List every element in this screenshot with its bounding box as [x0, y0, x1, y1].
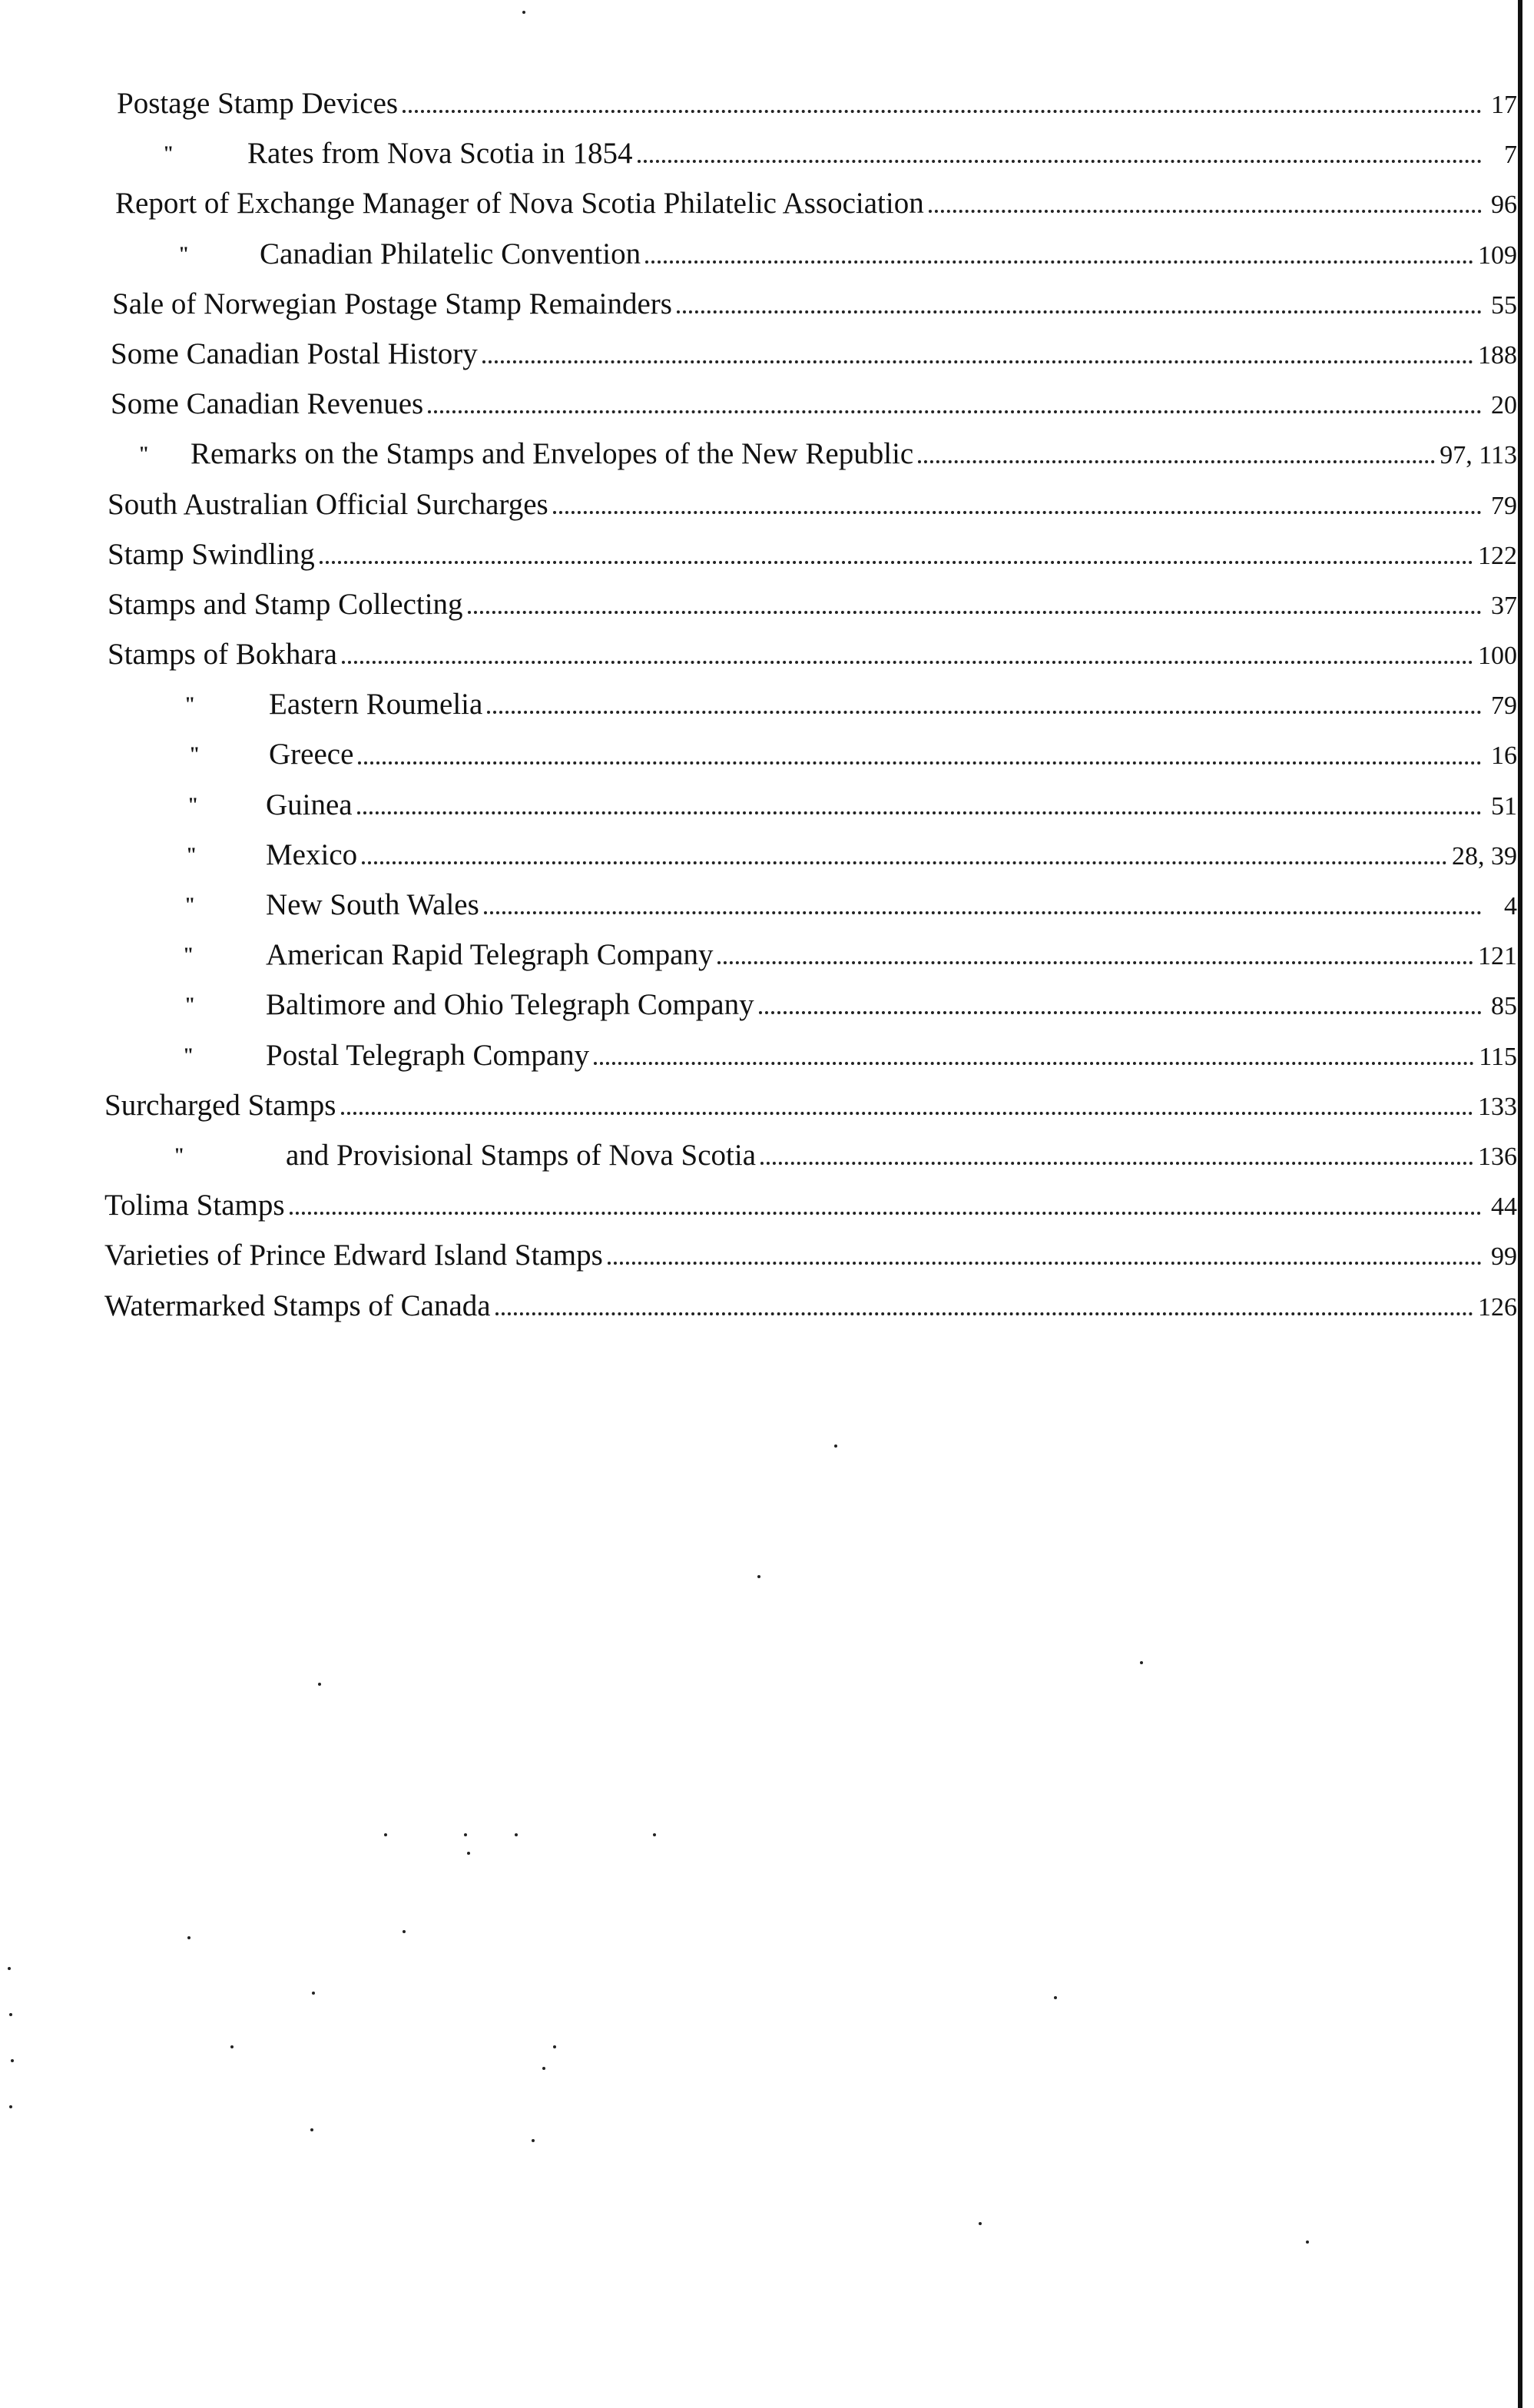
index-entry — [0, 930, 1517, 980]
index-entry — [0, 529, 1517, 579]
page-number: 99 — [1491, 1242, 1517, 1272]
dot-leader — [403, 109, 1482, 113]
index-entry — [0, 629, 1517, 679]
page-number: 97, 113 — [1440, 441, 1517, 470]
entry-title: Stamp Swindling — [108, 537, 315, 571]
index-entry — [0, 679, 1517, 729]
dot-leader — [320, 560, 1473, 564]
dot-leader — [428, 410, 1482, 413]
dot-leader — [638, 159, 1483, 163]
dot-leader — [759, 1010, 1482, 1014]
entry-title: Surcharged Stamps — [104, 1088, 336, 1122]
dot-leader — [468, 610, 1482, 614]
index-entry — [0, 329, 1517, 379]
index-entry — [0, 178, 1517, 228]
ditto-mark: " — [174, 1143, 185, 1166]
ditto-mark: " — [184, 894, 196, 916]
entry-title: Varieties of Prince Edward Island Stamps — [104, 1239, 603, 1272]
dot-leader — [918, 459, 1435, 463]
page-number: 121 — [1478, 942, 1517, 971]
entry-title: Sale of Norwegian Postage Stamp Remainders — [112, 287, 672, 320]
index-entry — [0, 128, 1517, 178]
ditto-mark: " — [178, 242, 190, 265]
ditto-mark: " — [186, 843, 197, 866]
page-number: 16 — [1491, 741, 1517, 771]
index-entry — [0, 78, 1517, 128]
entry-title: Some Canadian Postal History — [111, 337, 478, 370]
scan-speck — [11, 2059, 14, 2062]
entry-title: Remarks on the Stamps and Envelopes of the New Republic — [191, 437, 914, 471]
ditto-mark: " — [183, 1043, 194, 1066]
scan-speck — [515, 1833, 518, 1836]
scan-speck — [532, 2139, 535, 2142]
page-number: 20 — [1491, 391, 1517, 420]
dot-leader — [608, 1261, 1482, 1265]
page-number: 115 — [1479, 1042, 1517, 1071]
page-number: 100 — [1478, 642, 1517, 671]
scan-speck — [834, 1444, 837, 1448]
dot-leader — [677, 310, 1482, 313]
scan-speck — [312, 1992, 315, 1995]
dot-leader — [484, 910, 1482, 914]
scan-speck — [403, 1930, 406, 1933]
ditto-mark: " — [138, 443, 150, 466]
index-entry — [0, 780, 1517, 830]
index-entry — [0, 830, 1517, 880]
page-number: 51 — [1491, 791, 1517, 821]
scan-speck — [757, 1575, 760, 1578]
scan-speck — [467, 1852, 470, 1855]
dot-leader — [342, 660, 1473, 664]
page-number: 96 — [1491, 191, 1517, 220]
index-entry — [0, 1030, 1517, 1080]
dot-leader — [358, 761, 1482, 765]
scan-speck — [522, 11, 525, 14]
ditto-mark: " — [187, 793, 199, 816]
ditto-mark: " — [189, 743, 200, 766]
page-number: 44 — [1491, 1192, 1517, 1222]
entry-title: Baltimore and Ohio Telegraph Company — [266, 988, 754, 1022]
ditto-mark: " — [184, 693, 196, 716]
entry-title: Stamps and Stamp Collecting — [108, 587, 463, 621]
dot-leader — [357, 811, 1482, 814]
dot-leader — [929, 209, 1482, 213]
index-entry — [0, 379, 1517, 429]
scan-speck — [1054, 1996, 1057, 1999]
page-number: 79 — [1491, 491, 1517, 520]
scan-speck — [310, 2128, 313, 2131]
entry-title: Greece — [269, 738, 354, 771]
index-entry — [0, 1281, 1517, 1331]
page-number: 122 — [1478, 541, 1517, 570]
dot-leader — [341, 1111, 1474, 1115]
index-entry — [0, 279, 1517, 329]
page-number: 28, 39 — [1452, 841, 1517, 871]
page-number: 4 — [1504, 892, 1517, 920]
entry-title: American Rapid Telegraph Company — [266, 938, 714, 972]
entry-title: and Provisional Stamps of Nova Scotia — [286, 1138, 757, 1172]
scan-speck — [8, 1967, 11, 1970]
page-number: 37 — [1491, 591, 1517, 620]
dot-leader — [553, 510, 1482, 514]
dot-leader — [760, 1161, 1473, 1165]
ditto-mark: " — [184, 993, 196, 1017]
scan-speck — [1140, 1661, 1143, 1664]
scan-speck — [979, 2222, 982, 2225]
page-number: 126 — [1478, 1292, 1517, 1322]
dot-leader — [717, 960, 1473, 964]
scan-speck — [542, 2067, 545, 2070]
scan-speck — [384, 1833, 387, 1836]
dot-leader — [362, 861, 1447, 864]
entry-title: Rates from Nova Scotia in 1854 — [247, 137, 633, 171]
scan-speck — [230, 2045, 234, 2048]
index-entry — [0, 1080, 1517, 1130]
index-entry — [0, 429, 1517, 479]
ditto-mark: " — [183, 944, 194, 967]
scan-speck — [553, 2045, 556, 2048]
index-entry — [0, 229, 1517, 279]
scan-speck — [9, 2013, 12, 2016]
page-number: 79 — [1491, 692, 1517, 721]
entry-title: Eastern Roumelia — [269, 688, 483, 721]
page-number: 109 — [1478, 240, 1517, 270]
page-number: 133 — [1478, 1092, 1517, 1121]
entry-title: New South Wales — [266, 888, 479, 921]
index-list — [0, 78, 1517, 1331]
scan-speck — [653, 1833, 656, 1836]
page-number: 55 — [1491, 290, 1517, 320]
index-entry — [0, 1180, 1517, 1230]
entry-title: Some Canadian Revenues — [111, 387, 424, 421]
page-number: 7 — [1504, 141, 1517, 170]
entry-title: Canadian Philatelic Convention — [260, 237, 641, 270]
page-edge-rule — [1518, 0, 1522, 2408]
index-entry — [0, 479, 1517, 529]
entry-title: Postal Telegraph Company — [266, 1038, 590, 1072]
scan-speck — [9, 2105, 12, 2108]
entry-title: Stamps of Bokhara — [108, 638, 337, 672]
scan-speck — [1306, 2241, 1309, 2244]
index-entry — [0, 579, 1517, 629]
entry-title: Mexico — [266, 837, 358, 871]
entry-title: Watermarked Stamps of Canada — [104, 1289, 491, 1322]
index-entry — [0, 1230, 1517, 1280]
page-number: 85 — [1491, 992, 1517, 1021]
dot-leader — [290, 1211, 1482, 1215]
entry-title: Postage Stamp Devices — [117, 87, 399, 120]
index-entry — [0, 980, 1517, 1030]
dot-leader — [594, 1061, 1474, 1065]
entry-title: Tolima Stamps — [104, 1189, 285, 1222]
dot-leader — [482, 360, 1473, 363]
dot-leader — [487, 710, 1482, 714]
page-number: 17 — [1491, 91, 1517, 119]
page-number: 136 — [1478, 1142, 1517, 1171]
scan-speck — [318, 1683, 321, 1686]
dot-leader — [495, 1312, 1473, 1315]
index-entry — [0, 1130, 1517, 1180]
scan-speck — [187, 1936, 191, 1939]
dot-leader — [645, 260, 1473, 264]
entry-title: South Australian Official Surcharges — [108, 487, 548, 521]
index-entry — [0, 729, 1517, 779]
ditto-mark: " — [163, 142, 174, 165]
entry-title: Guinea — [266, 788, 353, 821]
scan-speck — [464, 1833, 467, 1836]
entry-title: Report of Exchange Manager of Nova Scotia Philatelic Association — [115, 187, 924, 221]
index-entry — [0, 880, 1517, 930]
page-number: 188 — [1478, 340, 1517, 370]
